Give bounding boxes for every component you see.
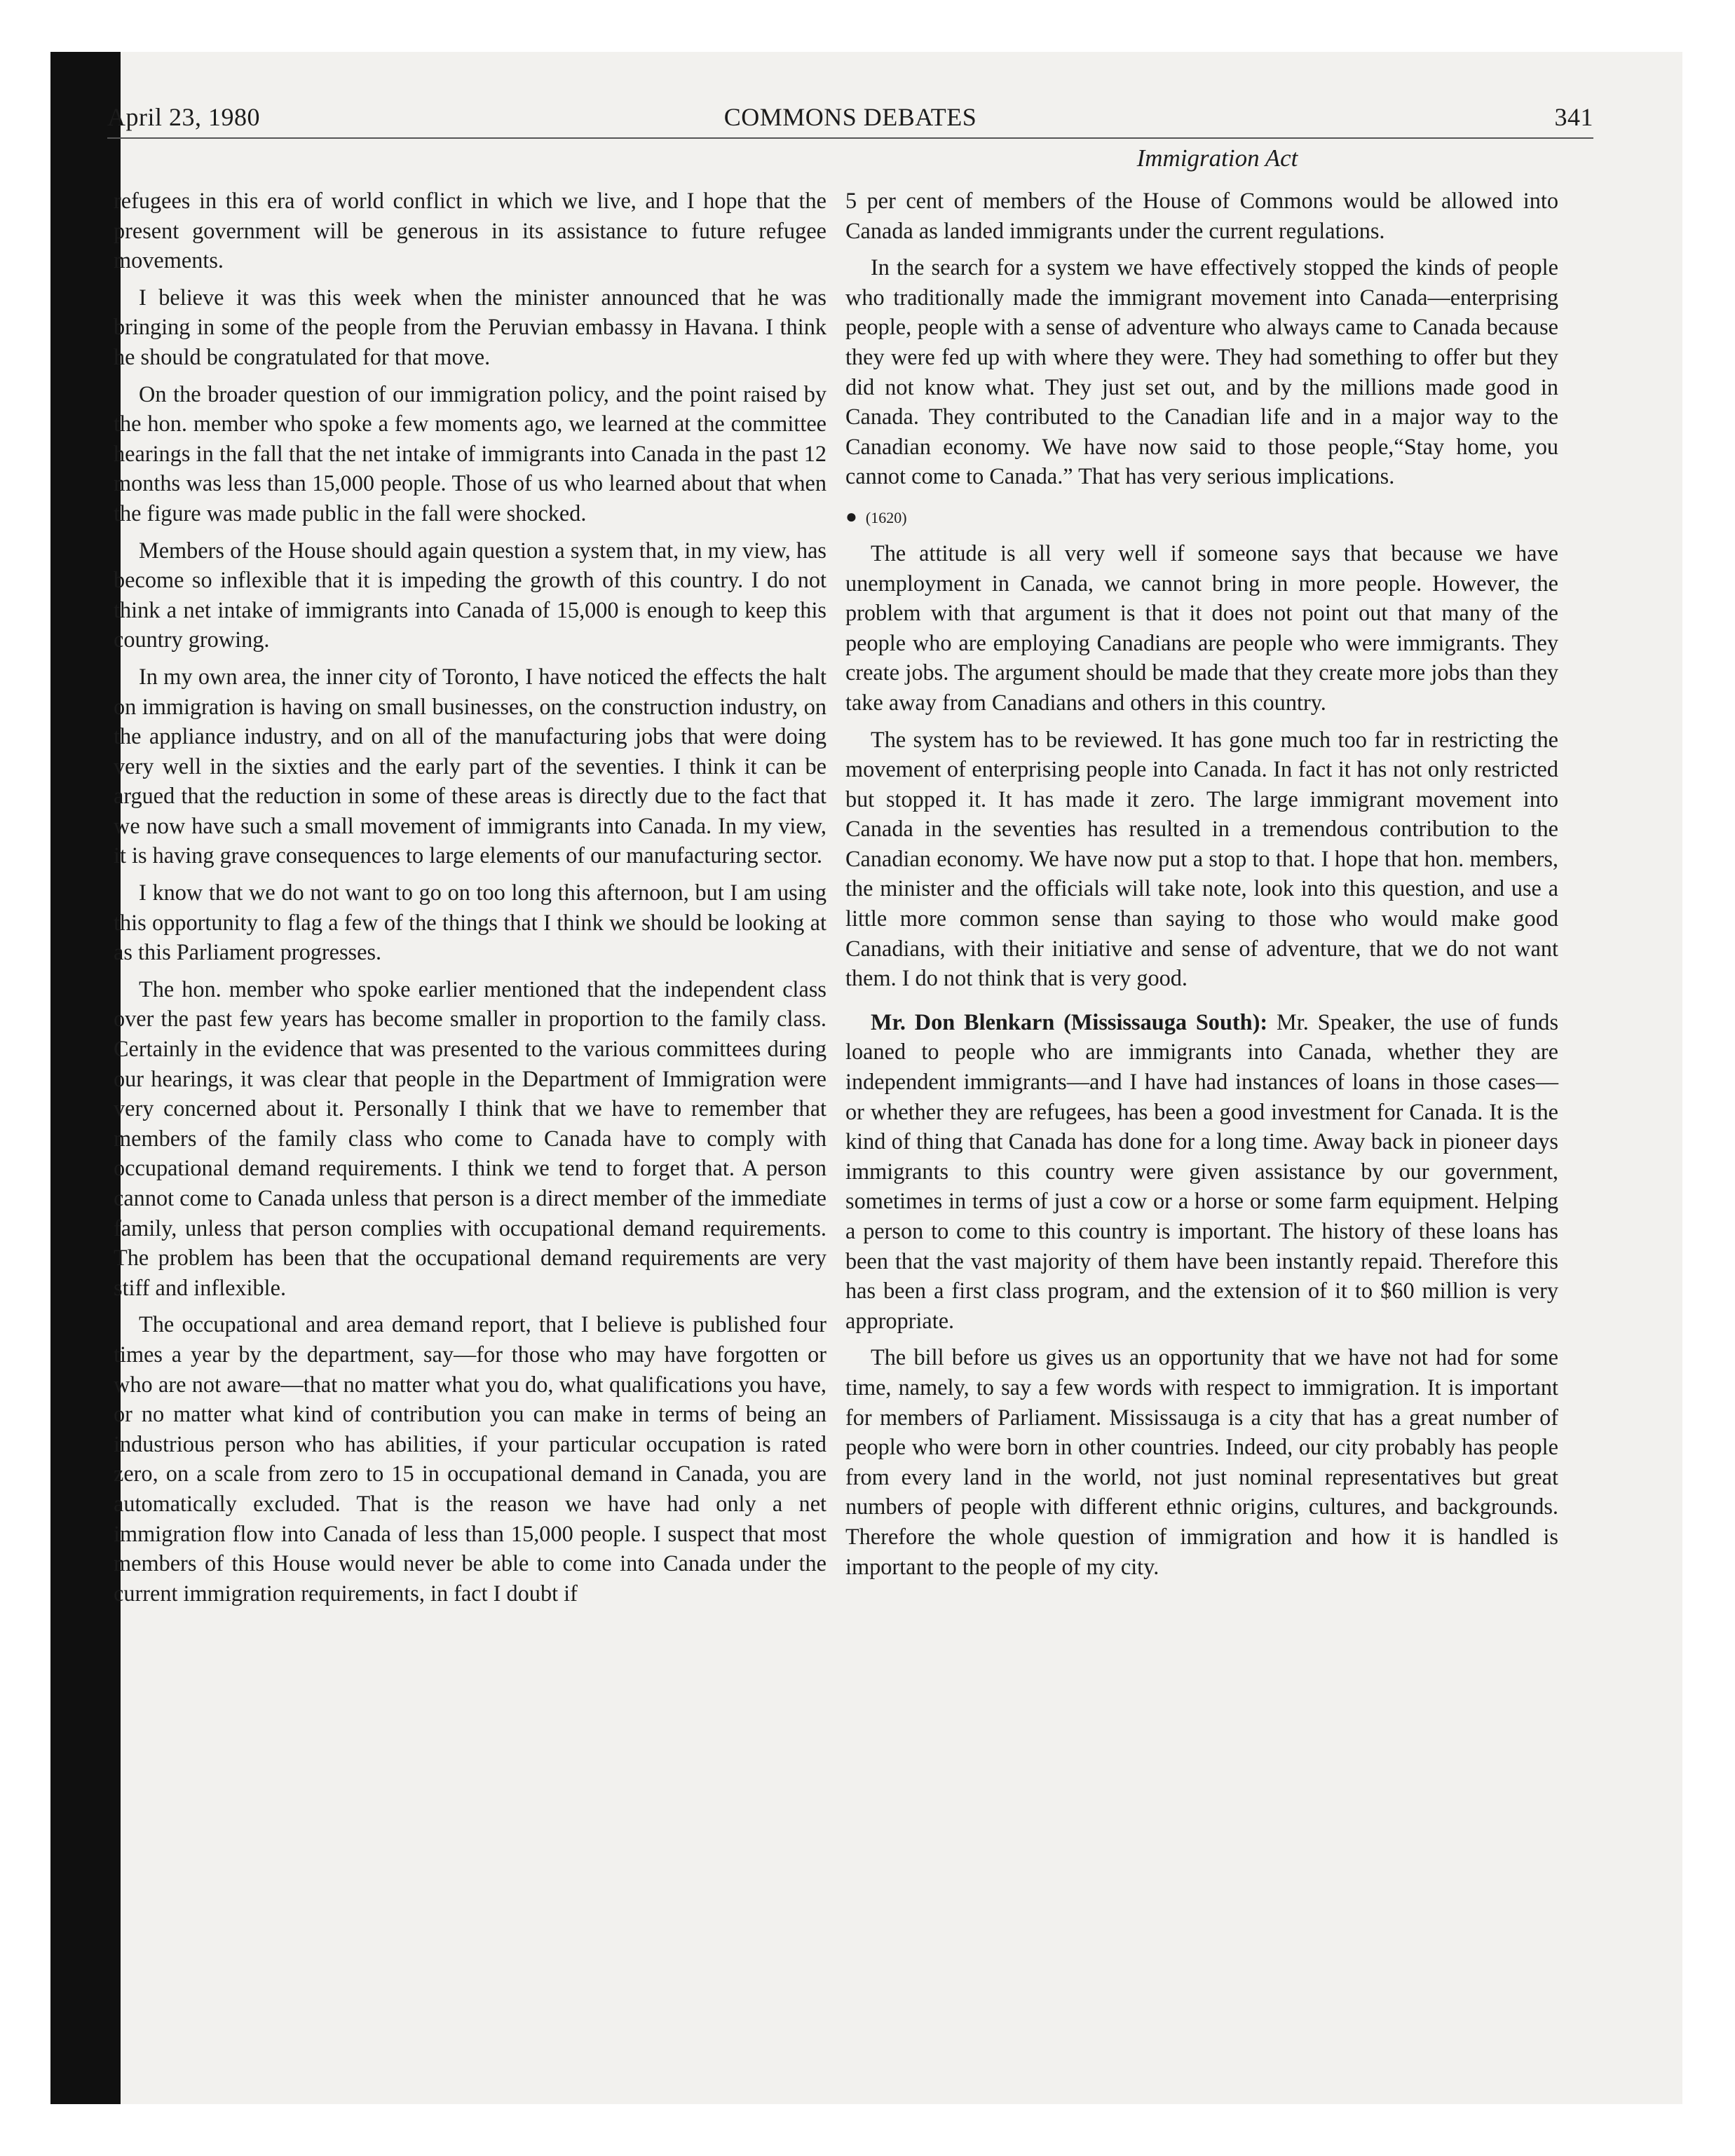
paragraph: I know that we do not want to go on too long this afternoon, but I am using this opportunity to flag a few of the things that I think we should be looking at as this Parliament progresses. — [114, 880, 826, 965]
bullet-icon: ● — [845, 505, 857, 528]
paragraph: The hon. member who spoke earlier mentioned that the independent class over the past few years has become smaller in proportion to the family class. Certainly in the evidence that was presented to the various committees during our hearings, it was clear that people in the Department of Immigration were very concerned about it. Personally I think that we have to remember that members of the family class who come to Canada have to comply with occupational demand requirements. I think we tend to forget that. A person cannot come to Canada unless that person is a direct member of the immediate family, unless that person complies with occupational demand requirements. The problem has been that the occupational demand requirements are very stiff and inflexible. — [114, 976, 826, 1300]
paragraph: In my own area, the inner city of Toronto, I have noticed the effects the halt on immigration is having on small businesses, on the construction industry, on the appliance industry, and on all of the manufacturing jobs that were doing very well in the sixties and the early part of the seventies. I think it can be argued that the reduction in some of these areas is directly due to the fact that we now have such a small movement of immigrants into Canada. In my view, it is having grave consequences to large elements of our manufacturing sector. — [114, 663, 826, 868]
paragraph: On the broader question of our immigration policy, and the point raised by the hon. member who spoke a few moments ago, we learned at the committee hearings in the fall that the net intake of immigrants into Canada in the past 12 months was less than 15,000 people. Those of us who learned about that when the figure was made public in the fall were shocked. — [114, 381, 826, 526]
speaker-name: Mr. Don Blenkarn (Mississauga South): — [871, 1009, 1268, 1035]
paragraph: refugees in this era of world conflict in which we live, and I hope that the present government will be generous in its assistance to future refugee movements. — [114, 188, 826, 273]
speaker-text: Mr. Speaker, the use of funds loaned to people who are immigrants into Canada, whether they are independent immigrants—and I have had instances of loans in those cases—or whether they are refugees, has been a good investment for Canada. It is the kind of thing that Canada has done for a long time. Away back in pioneer days immigrants to this country were given assistance by our government, sometimes in terms of just a cow or a horse or some farm equipment. Helping a person to come to this country is important. The history of these loans has been that the vast majority of them have been instantly repaid. Therefore this has been a first class program, and the extension of it to $60 million is very appropriate. — [845, 1009, 1559, 1333]
page-header — [107, 98, 1593, 139]
paragraph: The occupational and area demand report, that I believe is published four times a year by the department, say—for those who may have forgotten or who are not aware—that no matter what you do, what qualifications you have, or no matter what kind of contribution you can make in terms of being an industrious person who has abilities, if your particular occupation is rated zero, on a scale from zero to 15 in occupational demand in Canada, you are automatically excluded. That is the reason we have had only a net immigration flow into Canada of less than 15,000 people. I suspect that most members of this House would never be able to come into Canada under the current immigration requirements, in fact I doubt if — [114, 1311, 826, 1606]
time-marker-label: (1620) — [865, 508, 907, 526]
left-column — [114, 186, 826, 1615]
paragraph: Members of the House should again question a system that, in my view, has become so inflexible that it is impeding the growth of this country. I do not think a net intake of immigrants into Canada of 15,000 is enough to keep this country growing. — [114, 537, 826, 653]
time-marker — [845, 503, 1558, 533]
paragraph: The bill before us gives us an opportunity that we have not had for some time, namely, to say a few words with respect to immigration. It is important for members of Parliament. Mississauga is a city that has a great number of people who were born in other countries. Indeed, our city probably has people from every land in the world, not just nominal representatives but great numbers of people with different ethnic origins, cultures, and backgrounds. Therefore the whole question of immigration and how it is handled is important to the people of my city. — [845, 1344, 1558, 1579]
speaker-paragraph — [845, 1007, 1558, 1336]
paragraph: I believe it was this week when the minister announced that he was bringing in some of the people from the Peruvian embassy in Havana. I think he should be congratulated for that move. — [114, 284, 826, 369]
header-title: COMMONS DEBATES — [723, 103, 977, 131]
running-title: Immigration Act — [1136, 144, 1298, 172]
paragraph: The system has to be reviewed. It has gone much too far in restricting the movement of enterprising people into Canada. In fact it has not only restricted but stopped it. It has made it zero. The large immigrant movement into Canada in the seventies has resulted in a tremendous contribution to the Canadian economy. We have now put a stop to that. I hope that hon. members, the minister and the officials will take note, look into this question, and use a little more common sense than saying to those who would make good Canadians, with their initiative and sense of adventure, that we do not want them. I do not think that is very good. — [845, 726, 1558, 991]
paragraph: 5 per cent of members of the House of Commons would be allowed into Canada as landed immigrants under the current regulations. — [845, 188, 1558, 243]
header-date: April 23, 1980 — [107, 103, 260, 131]
paragraph: The attitude is all very well if someone says that because we have unemployment in Canada, we cannot bring in more people. However, the problem with that argument is that it does not point out that many of the people who are employing Canadians are people who were immigrants. They create jobs. The argument should be made that they create more jobs than they take away from Canadians and others in this country. — [845, 540, 1558, 715]
right-column — [845, 186, 1558, 1588]
binding-shadow — [50, 52, 121, 2104]
paragraph: In the search for a system we have effectively stopped the kinds of people who traditionally made the immigrant movement into Canada—enterprising people, people with a sense of adventure who always came to Canada because they were fed up with where they were. They had something to offer but they did not know what. They just set out, and by the millions made good in Canada. They contributed to the Canadian life and in a major way to the Canadian economy. We have now said to those people,“Stay home, you cannot come to Canada.” That has very serious implications. — [845, 254, 1558, 489]
header-page-number: 341 — [1554, 103, 1593, 131]
